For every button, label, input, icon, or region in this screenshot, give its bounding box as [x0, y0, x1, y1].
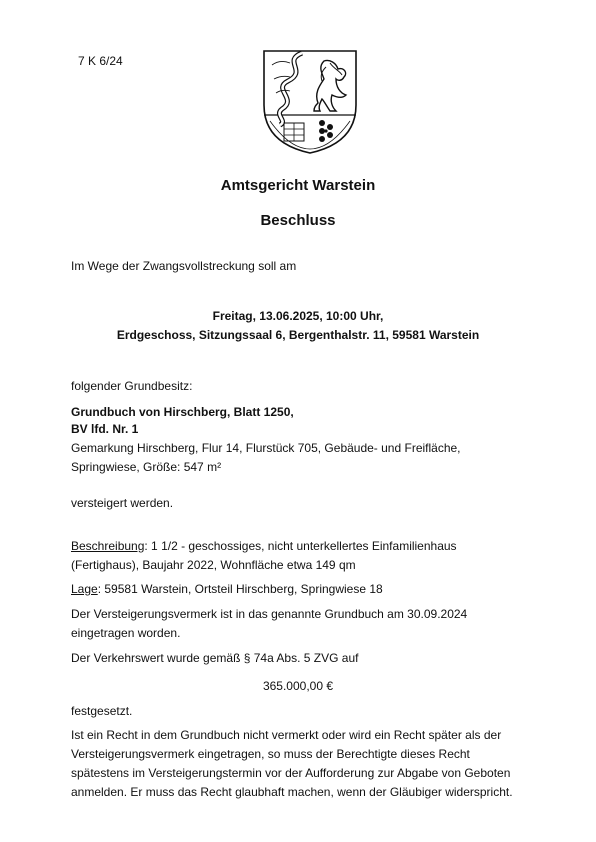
auction-text: versteigert werden. [71, 496, 174, 510]
description-line-1 [71, 537, 457, 555]
parcel-line-2: Springwiese, Größe: 547 m² [71, 460, 222, 474]
coat-of-arms-icon [260, 45, 360, 157]
parcel-line-1: Gemarkung Hirschberg, Flur 14, Flurstück 705, Gebäude- und Freifläche, [71, 441, 461, 455]
description-label: Beschreibung [71, 539, 145, 553]
rights-line-3: spätestens im Versteigerungstermin vor der Aufforderung zur Abgabe von Geboten [71, 766, 511, 780]
intro-text: Im Wege der Zwangsvollstreckung soll am [71, 259, 297, 273]
location-label: Lage [71, 582, 98, 596]
property-intro: folgender Grundbesitz: [71, 379, 193, 393]
appointment-date: Freitag, 13.06.2025, 10:00 Uhr, [212, 309, 384, 323]
file-number: 7 K 6/24 [78, 54, 123, 68]
rights-line-4: anmelden. Er muss das Recht glaubhaft machen, wenn der Gläubiger widerspricht. [71, 785, 513, 799]
document-title: Beschluss [260, 212, 336, 229]
court-name: Amtsgericht Warstein [220, 177, 376, 194]
registration-line-2: eingetragen worden. [71, 626, 181, 640]
location-line [71, 580, 383, 598]
bv-number: BV lfd. Nr. 1 [71, 422, 139, 436]
rights-line-1: Ist ein Recht in dem Grundbuch nicht vermerkt oder wird ein Recht später als der [71, 728, 502, 742]
location-text: : 59581 Warstein, Ortsteil Hirschberg, Springwiese 18 [97, 582, 383, 596]
description-line-2: (Fertighaus), Baujahr 2022, Wohnfläche etwa 149 qm [71, 558, 356, 572]
registration-line-1: Der Versteigerungsvermerk ist in das genannte Grundbuch am 30.09.2024 [71, 607, 468, 621]
appointment-place: Erdgeschoss, Sitzungssaal 6, Bergenthalstr. 11, 59581 Warstein [116, 328, 480, 342]
market-value-amount: 365.000,00 € [262, 679, 334, 693]
value-intro: Der Verkehrswert wurde gemäß § 74a Abs. 5 ZVG auf [71, 651, 359, 665]
rights-line-2: Versteigerungsvermerk eingetragen, so muss der Berechtigte dieses Recht [71, 747, 470, 761]
description-text-1: : 1 1/2 - geschossiges, nicht unterkellertes Einfamilienhaus [144, 539, 457, 553]
land-register: Grundbuch von Hirschberg, Blatt 1250, [71, 405, 294, 419]
value-outro: festgesetzt. [71, 704, 133, 718]
